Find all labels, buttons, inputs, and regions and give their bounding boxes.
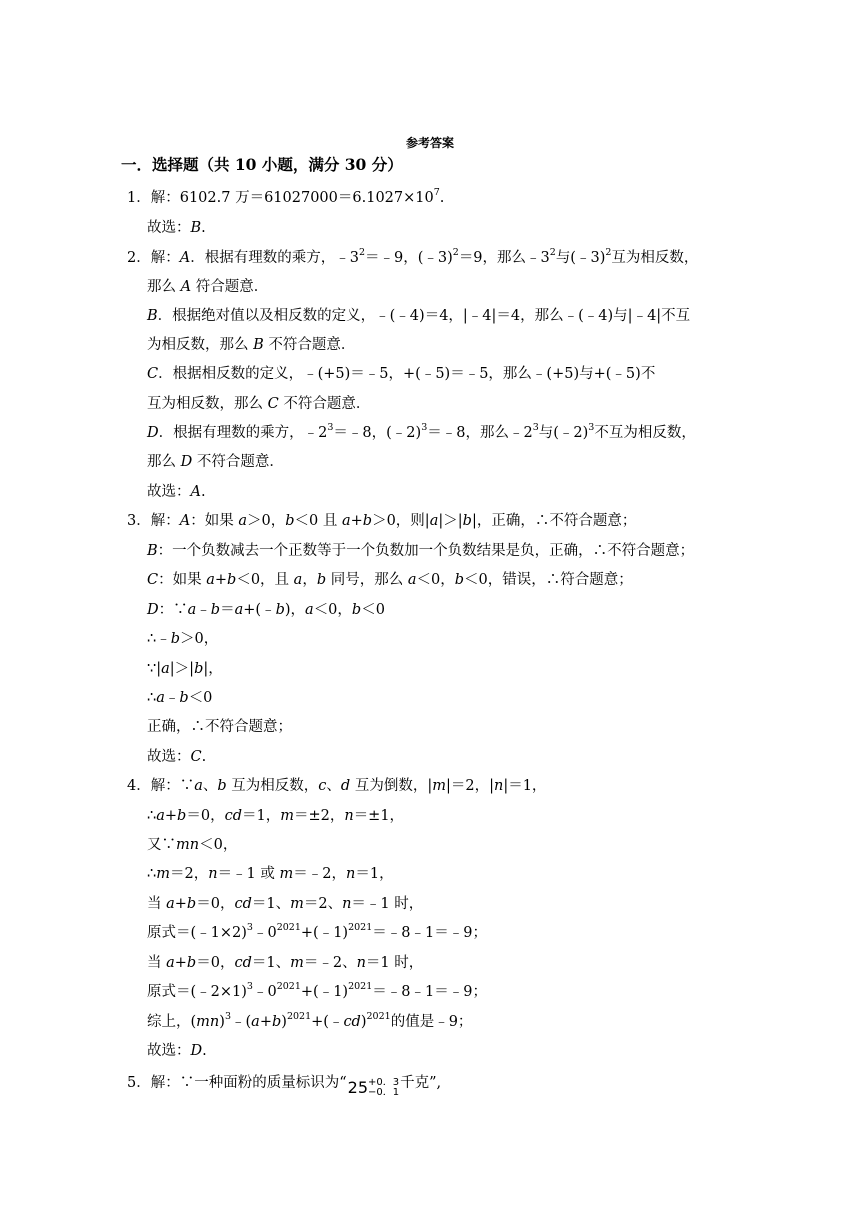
- q4-line-3: 又∵mn＜0，: [147, 837, 238, 853]
- q4-line-8: 原式$=(﹣2\times 1)^3﹣0^{2021}+(﹣1)^{2021}=﹣8﹣1=﹣9$；: [147, 981, 487, 1000]
- q4-line-4: ∴m＝2，n＝﹣1 或 m＝﹣2，n＝1，: [147, 866, 394, 882]
- q3-line-5: ∴﹣b＞0，: [147, 631, 219, 647]
- q1-line-1: 1．解：6102.7 万$=61027000=6.1027\times 10^7$.: [127, 187, 445, 206]
- q3-line-1: 3．解：A：如果 a＞0，b＜0 且 a+b＞0，则|a|＞|b|，正确，∴不符合题意；: [127, 513, 637, 529]
- q4-line-6: 原式$=(﹣1\times 2)^3﹣0^{2021}+(﹣1)^{2021}=﹣8﹣1=﹣9$；: [147, 922, 487, 941]
- q4-line-7: 当 a+b＝0，cd＝1、m＝﹣2、n＝1 时，: [147, 955, 424, 971]
- q2-line-2: 那么 A 符合题意．: [147, 279, 269, 295]
- tolerance-expression: 25+0．3 −0．1: [347, 1077, 400, 1098]
- q4-line-2: ∴a+b＝0，cd＝1，m＝±2，n＝±1，: [147, 808, 405, 824]
- q2-line-5: C．根据相反数的定义，﹣(+5)＝﹣5，+(﹣5)＝﹣5，那么﹣(+5)与+(﹣5)不: [147, 366, 656, 382]
- q2-line-3: B．根据绝对值以及相反数的定义，﹣(﹣4)＝4，|﹣4|＝4，那么﹣(﹣4)与|﹣4|不互: [147, 308, 691, 324]
- q3-line-2: B：一个负数减去一个正数等于一个负数加一个负数结果是负，正确，∴不符合题意；: [147, 543, 695, 559]
- section-heading: 一．选择题（共 10 小题，满分 30 分）: [121, 155, 403, 174]
- q4-answer: 故选：D.: [147, 1043, 207, 1059]
- q3-answer: 故选：C.: [147, 749, 207, 765]
- q2-line-6: 互为相反数，那么 C 不符合题意．: [147, 396, 371, 412]
- q2-answer: 故选：A.: [147, 484, 206, 500]
- q2-line-4: 为相反数，那么 B 不符合题意．: [147, 337, 356, 353]
- page-title: 参考答案: [405, 136, 454, 150]
- q3-line-3: C：如果 a+b＜0，且 a，b 同号，那么 a＜0，b＜0，错误，∴符合题意；: [147, 572, 633, 588]
- q4-line-5: 当 a+b＝0，cd＝1、m＝2、n＝﹣1 时，: [147, 896, 424, 912]
- q1-answer: 故选：B.: [147, 220, 206, 236]
- q4-line-9: 综上，$(mn)^3﹣(a+b)^{2021}+(﹣cd)^{2021}$的值是﹣9；: [147, 1011, 473, 1030]
- q3-line-7: ∴a﹣b＜0: [147, 690, 213, 706]
- q2-line-8: 那么 D 不符合题意．: [147, 454, 284, 470]
- q5-line-1: 5．解：∵一种面粉的质量标识为“25+0．3 −0．1千克”,: [127, 1075, 442, 1098]
- q3-line-6: ∵|a|＞|b|，: [147, 661, 223, 677]
- q3-line-8: 正确，∴不符合题意；: [147, 719, 292, 735]
- q2-line-7: D．根据有理数的乘方，$﹣2^3=﹣8$，(﹣2)$^3$＝﹣8，那么$﹣2^3$与(﹣2)$^3$不互为相反数，: [147, 422, 696, 441]
- q4-line-1: 4．解：∵a、b 互为相反数，c、d 互为倒数，|m|＝2，|n|＝1，: [127, 778, 547, 794]
- q3-line-4: D：∵a﹣b＝a+(﹣b)，a＜0，b＜0: [147, 602, 385, 618]
- q2-line-1: 2．解：A．根据有理数的乘方，$﹣3^2=﹣9$，(﹣3)$^2$＝9，那么$﹣3^2$与(﹣3)$^2$互为相反数，: [127, 247, 699, 266]
